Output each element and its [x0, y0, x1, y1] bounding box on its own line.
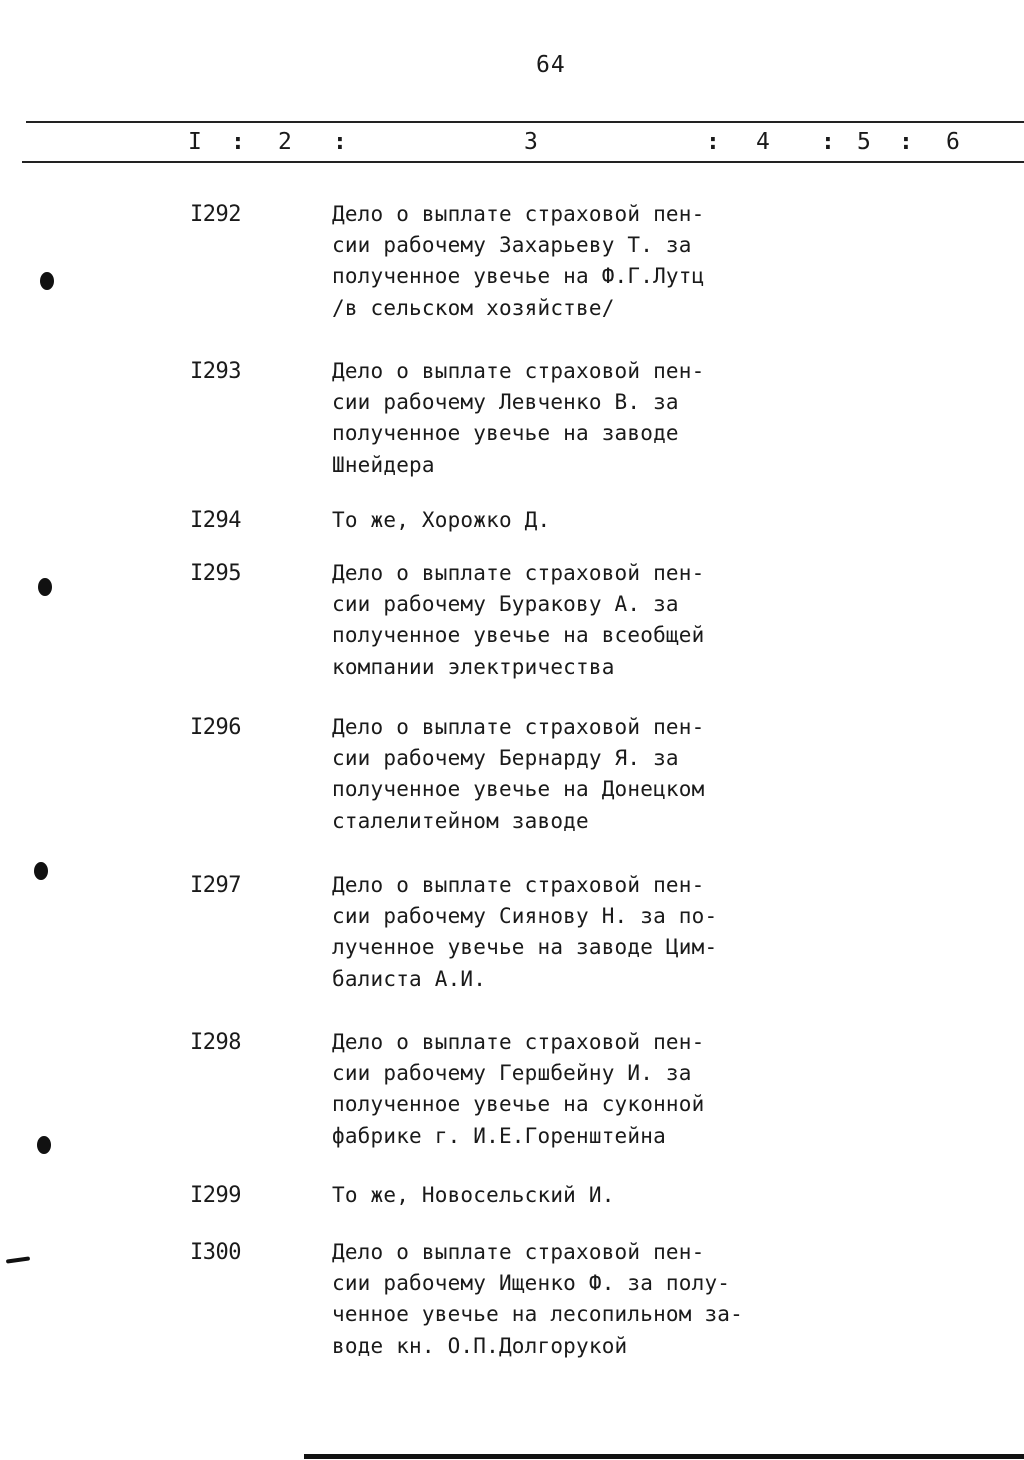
column-separator: : — [333, 129, 347, 155]
column-header-4: 4 — [756, 129, 770, 155]
entry-line: Дело о выплате страховой пен- — [332, 715, 705, 739]
entry-number: I298 — [190, 1030, 241, 1055]
punch-hole-mark — [40, 272, 54, 290]
entry-description — [332, 356, 772, 481]
entry-line: Дело о выплате страховой пен- — [332, 1240, 705, 1264]
entry-description — [332, 558, 772, 683]
column-separator: : — [706, 129, 720, 155]
entry-line: сии рабочему Ищенко Ф. за полу- — [332, 1271, 731, 1296]
column-separator: : — [899, 129, 913, 155]
entry-line: полученное увечье на Донецком — [332, 777, 705, 802]
entry-line: Шнейдера — [332, 452, 435, 477]
entry-number: I292 — [190, 202, 241, 227]
entry-line: полученное увечье на всеобщей — [332, 623, 705, 648]
entry-line: сии рабочему Буракову А. за — [332, 592, 679, 617]
entry-line: компании электричества — [332, 654, 615, 679]
column-separator: : — [821, 129, 835, 155]
entry-line: сталелитейном заводе — [332, 808, 589, 833]
entry-number: I293 — [190, 359, 241, 384]
entry-line: ченное увечье на лесопильном за- — [332, 1302, 743, 1327]
margin-dash-mark — [6, 1256, 30, 1263]
punch-hole-mark — [38, 578, 52, 596]
entry-number: I297 — [190, 873, 241, 898]
entry-description — [332, 712, 772, 837]
column-header-5: 5 — [857, 129, 871, 155]
entry-line: полученное увечье на Ф.Г.Лутц — [332, 264, 705, 289]
entry-line: Дело о выплате страховой пен- — [332, 873, 705, 897]
entry-line: Дело о выплате страховой пен- — [332, 359, 705, 383]
entry-number: I294 — [190, 508, 241, 533]
entry-number: I299 — [190, 1183, 241, 1208]
entry-line: фабрике г. И.Е.Горенштейна — [332, 1123, 666, 1148]
entry-line: То же, Новосельский И. — [332, 1183, 615, 1207]
table-header-rule — [22, 161, 1024, 163]
column-header-3: 3 — [524, 129, 538, 155]
entry-line: полученное увечье на суконной — [332, 1092, 705, 1117]
entry-line: сии рабочему Сиянову Н. за по- — [332, 904, 718, 929]
entry-line: балиста А.И. — [332, 966, 487, 991]
entry-description — [332, 1180, 772, 1211]
entry-line: сии рабочему Бернарду Я. за — [332, 746, 679, 771]
entry-line: сии рабочему Захарьеву Т. за — [332, 233, 692, 258]
column-header-1: I — [188, 129, 202, 155]
entry-number: I300 — [190, 1240, 241, 1265]
entry-line: Дело о выплате страховой пен- — [332, 561, 705, 585]
entry-number: I296 — [190, 715, 241, 740]
entry-line: воде кн. О.П.Долгорукой — [332, 1333, 628, 1358]
page-bottom-rule — [304, 1454, 1024, 1459]
entry-line: сии рабочему Левченко В. за — [332, 390, 679, 415]
page-number: 64 — [536, 52, 566, 78]
entry-line: Дело о выплате страховой пен- — [332, 202, 705, 226]
entry-line: Дело о выплате страховой пен- — [332, 1030, 705, 1054]
entry-line: /в сельском хозяйстве/ — [332, 295, 615, 320]
entry-description — [332, 1237, 772, 1362]
entry-line: То же, Хорожко Д. — [332, 508, 551, 532]
entry-description — [332, 199, 772, 324]
table-top-rule — [26, 121, 1024, 123]
punch-hole-mark — [34, 862, 48, 880]
entry-line: полученное увечье на заводе — [332, 421, 679, 446]
entry-line: сии рабочему Гершбейну И. за — [332, 1061, 692, 1086]
entry-description — [332, 505, 772, 536]
punch-hole-mark — [37, 1136, 51, 1154]
entry-number: I295 — [190, 561, 241, 586]
entry-description — [332, 1027, 772, 1152]
entry-line: лученное увечье на заводе Цим- — [332, 935, 718, 960]
entry-description — [332, 870, 772, 995]
column-header-2: 2 — [278, 129, 292, 155]
column-header-6: 6 — [946, 129, 960, 155]
column-separator: : — [231, 129, 245, 155]
